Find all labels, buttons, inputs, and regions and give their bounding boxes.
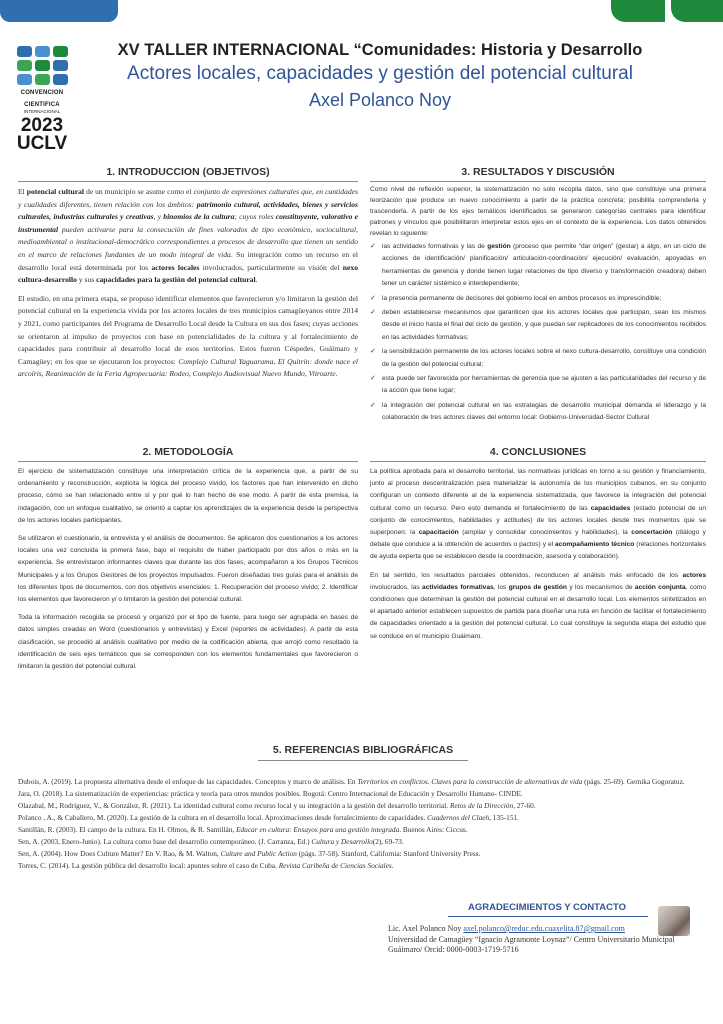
text-run: . Buenos Aires: Ciccus.	[399, 825, 468, 834]
reference-item	[18, 860, 708, 872]
logo-line2: CIENTIFICA	[24, 102, 60, 108]
text-run: nexo cultura-desarrollo	[18, 262, 358, 285]
results-intro: Como nivel de reflexión superior, la sistematización no solo recopila datos, sino que constituye una primera teorización que produce un nuevo conocimiento a partir de la práctica concreta; posibilita comprenderla y trascenderla. A partir de los ejes temáticos identificados se generaron categorías centrales para identificar patrones y vínculos que posibilitaron interpretar estos ejes en el contexto de la experiencia. Los datos obtenidos revelan lo siguiente:	[370, 186, 706, 237]
text-run: capacidades	[590, 504, 631, 512]
text-run: Revista Caribeña de Ciencias Sociales	[278, 861, 392, 870]
text-run: .	[335, 369, 338, 379]
text-run: Cuadernos del Claeh	[427, 813, 490, 822]
text-run: (ampliar y consolidar conocimientos y habilidades), la	[458, 529, 632, 537]
text-run: capacitación	[418, 529, 459, 537]
contact-line-1	[388, 924, 708, 935]
text-run: acción conjunta	[634, 583, 686, 591]
top-bar-blue	[0, 0, 118, 22]
logo-tile	[35, 60, 50, 71]
logo-line1: CONVENCION	[20, 90, 64, 96]
text-run: (2), 69-73.	[372, 837, 404, 846]
contact-name: Lic. Axel Polanco Noy	[388, 924, 462, 933]
contact-affiliation: Universidad de Camagüey “Ignacio Agramonte Loynaz”/ Centro Universitario Municipal Guáimaro/ Orcid: 0000-0003-1719-5716	[388, 934, 675, 954]
logo-tile	[17, 60, 32, 71]
reference-item	[18, 788, 708, 800]
text-run: actividades formativas	[422, 583, 494, 591]
text-run: (diálogo y debate que conduce a la obtención de acuerdos o pactos) y el	[370, 529, 706, 549]
text-run: Sen, A. (2003, Enero-Junio). La cultura como base del desarrollo contemporáneo. (J. Carranza, Ed.)	[18, 837, 312, 846]
text-run: (págs. 37-58). Stanford, California: Stanford University Press.	[296, 849, 481, 858]
email-link-2[interactable]: axelita.87@gmail.com	[552, 924, 625, 933]
reference-item	[18, 836, 708, 848]
text-run: , 135-151.	[489, 813, 519, 822]
text-run: pueden activarse para la consecución de fines valorados de tipo económico, sociocultural, medioambiental o institucional-democrático correspondientes a procesos de desarrollo que tienen un sentido en el marco de relaciones fundantes de un modo integral de vida	[18, 224, 358, 259]
text-run: . Su integración como un recurso en el desarrollo local está determinada por los	[18, 249, 359, 272]
text-run: las actividades formativas y las de	[382, 243, 488, 250]
text-run: Torres, C. (2014). La gestión pública del desarrollo local: apuntes sobre el caso de Cuba.	[18, 861, 279, 870]
logo-tile	[53, 60, 68, 71]
list-item: ✓ esta puede ser favorecida por herramientas de gerencia que se ajusten a las particularidades del recurso y de la acción que tiene lugar;	[370, 373, 706, 398]
poster-author: Axel Polanco Noy	[308, 90, 452, 110]
conclusions-body	[370, 466, 706, 649]
method-paragraph-1: El ejercicio de sistematización constituye una interpretación crítica de la experiencia que, a partir de su ordenamiento y reconstrucción, explicita la lógica del proceso vivido, los factores que han intervenido en dicho proceso, cómo se han relacionado entre sí y por qué lo han hecho de ese modo. A partir de esta premisa, la indagación, con un enfoque cualitativo, se orientó a captar los aprendizajes de la experiencia desde la perspectiva de los actores locales participantes.	[18, 468, 358, 524]
logo-tile	[17, 74, 32, 85]
intro-divider	[18, 181, 358, 182]
text-run: potencial cultural	[26, 187, 84, 196]
text-run: Complejo Cultural Yaguarama, El Quitrín: donde nace el arcoíris, Reanimación de la Feria Agropecuaria: Rodeo, Complejo Audiovisual Nuevo Mundo, Vitroarte	[18, 356, 358, 379]
text-run: (estado potencial de un conjunto de conocimientos, habilidades y actitudes) de los actores locales desde tres momentos que se superponen: la	[370, 504, 706, 537]
intro-heading: 1. INTRODUCCION (OBJETIVOS)	[106, 166, 270, 178]
email-link-1[interactable]: axel.polanco@reduc.edu.cu	[463, 924, 553, 933]
logo-tile	[17, 46, 32, 57]
text-run: Jara, O. (2018). La sistematización de experiencias: práctica y teoría para otros mundos posibles. Bogotá: Centro Internacional de Educación y Desarrollo Humano- CINDE.	[18, 789, 523, 798]
text-run: de un municipio se asume como el	[83, 187, 194, 196]
logo-tile	[35, 46, 50, 57]
text-run: actores	[682, 571, 706, 579]
reference-item	[18, 848, 708, 860]
text-run: y sus	[76, 275, 97, 285]
method-heading: 2. METODOLOGÍA	[142, 446, 234, 458]
reference-item	[18, 812, 708, 824]
text-run: involucrados, particularmente su visión del	[199, 262, 343, 272]
text-run: (págs. 25-69). Gernika Gogoratuz.	[582, 777, 685, 786]
text-run: grupos de gestión	[508, 583, 567, 591]
text-run: (relaciones horizontales de ayuda experta que se establecen desde la coordinación, asesoría y colaboración).	[370, 541, 706, 561]
event-title: XV TALLER INTERNACIONAL “Comunidades: Historia y Desarrollo	[117, 41, 643, 59]
text-run: actores locales	[151, 262, 200, 272]
list-item: ✓ la integración del potencial cultural en las estrategias de desarrollo municipal demanda el liderazgo y la colaboración de tres actores claves del entorno local: Gobierno-Universidad-Sector Cultural	[370, 400, 706, 425]
text-run: constituyente, valorativo e instrumental	[18, 212, 358, 234]
results-divider	[370, 181, 706, 182]
text-run: ; cuyos roles	[234, 212, 276, 222]
text-run: .	[391, 861, 394, 870]
text-run: , 27-60.	[513, 801, 536, 810]
text-run: Sen, A. (2004). How Does Culture Matter? En V. Rao, & M. Walton,	[18, 849, 221, 858]
poster-header	[100, 40, 660, 111]
results-heading: 3. RESULTADOS Y DISCUSIÓN	[461, 166, 615, 178]
text-run: Retos de la Dirección	[449, 801, 514, 810]
logo-mark-icon	[17, 46, 70, 85]
text-run: Dubois, A. (2019). La propuesta alternativa desde el enfoque de las capacidades. Conceptos y marco de análisis. En	[18, 777, 358, 786]
method-paragraph-2: Se utilizaron el cuestionario, la entrevista y el análisis de documentos. Se aplicaron dos cuestionarios a los actores locales una vez concluida la primera fase, bajo el requisito de haber participado por dos años o más en la experiencia. Se entrevistaron informantes claves que durante las dos fases, acompañaron a los Grupos Técnicos Municipales y a los Grupos Gestores de los proyectos impulsados. Fueron diseñadas tres guías para el análisis de los diferentes tipos de documentos, con dos objetivos esenciales: 1. Recuperación del proceso vivido; 2. Identificar los elementos que favorecieron y/ o limitaron la gestión del potencial cultural.	[18, 535, 358, 604]
convention-logo	[14, 46, 70, 153]
method-paragraph-3: Toda la información recogida se procesó y organizó por el tipo de fuente, para luego ser agrupada en bases de datos simples creadas en Word (cuestionarios y entrevistas) y Excel (reportes de actividades). A partir de esta clasificación, se procedió al análisis cualitativo por medio de la codificación abierta, que arrojó como resultado la identificación de seis ejes temáticos que se corresponden con los elementos fundamentales que favorecieron o limitaron la gestión del potencial cultural.	[18, 614, 358, 671]
conclusions-divider	[370, 461, 706, 462]
results-body	[370, 184, 706, 425]
intro-body	[18, 186, 358, 387]
text-run: gestión	[487, 243, 511, 250]
top-bar-green-right	[671, 0, 723, 22]
text-run: La política aprobada para el desarrollo territorial, las normativas jurídicas en torno a su gestión y financiamiento, junto al proceso descentralización para materializar la autonomía de los municipios cubanos, en su conjunto configuran un contexto diferente al de la experiencia sistematizada, que favorece la integración del potencial cultural como un recurso. Pero esto demanda el fortalecimiento de las	[370, 468, 706, 512]
logo-tile	[53, 74, 68, 85]
text-run: acompañamiento técnico	[555, 541, 635, 549]
reference-item	[18, 776, 708, 788]
text-run: , los	[493, 583, 509, 591]
text-run: , y	[153, 212, 164, 222]
text-run: .	[255, 275, 258, 285]
text-run: El estudio, en una primera etapa, se propuso identificar elementos que favorecieron y/o limitaron la gestión del potencial cultural en la experiencia vivida por los actores locales de tres municipios camagüeyanos entre 2014 y 2021, como participantes del Programa de Desarrollo Local desde la Cultura en sus dos fases; cuyas acciones se orientaron al impulso de proyectos con base en potencialidades de la cultura y al fortalecimiento de capacidades para contribuir al desarrollo local de esos territorios. Estos fueron Céspedes, Guáimaro y Camagüey; en los que se ejecutaron los proyectos:	[18, 293, 358, 366]
text-run: y los mecanismos de	[566, 583, 635, 591]
intro-paragraph-1	[18, 186, 358, 287]
logo-line3: INTERNACIONAL	[23, 109, 61, 114]
text-run: capacidades para la gestión del potencial cultural	[96, 275, 256, 285]
logo-year: 2023	[20, 115, 64, 136]
text-run: Cultura y Desarrollo	[311, 837, 373, 846]
text-run: Educar en cultura: Ensayos para una gestión integrada	[236, 825, 400, 834]
reference-item	[18, 824, 708, 836]
references-list	[18, 776, 708, 872]
text-run: Culture and Public Action	[220, 849, 297, 858]
list-item: ✓ la presencia permanente de decisores del gobierno local en ambos procesos es imprescindible;	[370, 293, 706, 305]
list-item	[370, 241, 706, 291]
text-run: , como condiciones que determinan la gestión del potencial cultural en el desarrollo local. Los elementos sintetizados en el apartado anterior establecen supuestos de partida para diseñar una ruta en función de facilitar el fortalecimiento de capacidades orientado a la gestión del potencial cultural. Lo cual constituye la segunda etapa del estudio que se conduce en el municipio Guáimaro.	[370, 583, 706, 640]
text-run: En tal sentido, los resultados parciales obtenidos, reconducen al análisis más enfocado de los	[370, 571, 683, 579]
text-run: conjunto de expresiones culturales que, en cantidades y cualidades diferentes, tienen relación con los ámbitos:	[18, 187, 358, 209]
text-run: Olazabal, M., Rodríguez, V., & González, R. (2021). La identidad cultural como recurso local y su integración a la gestión del desarrollo territorial.	[18, 801, 450, 810]
text-run: Santillán, R. (2003). El campo de la cultura. En H. Olmos, & R. Santillán,	[18, 825, 237, 834]
references-divider	[258, 760, 468, 761]
contact-block	[388, 924, 708, 956]
reference-item	[18, 800, 708, 812]
logo-tile	[53, 46, 68, 57]
list-item: ✓ deben establecerse mecanismos que garanticen que los actores locales que participan, sean los mismos desde el inicio hasta el final del ciclo de gestión, y que puedan ser replicadores de los conocimientos recibidos en las actividades formativas;	[370, 307, 706, 344]
poster-title: Actores locales, capacidades y gestión del potencial cultural	[127, 63, 633, 84]
conclusions-paragraph-2	[370, 570, 706, 643]
method-divider	[18, 461, 358, 462]
ack-divider	[448, 916, 648, 917]
method-body	[18, 466, 358, 679]
conclusions-paragraph-1	[370, 466, 706, 564]
logo-org: UCLV	[16, 133, 68, 154]
ack-heading: AGRADECIMIENTOS Y CONTACTO	[468, 902, 626, 913]
conclusions-heading: 4. CONCLUSIONES	[489, 446, 587, 458]
text-run: (proceso que permite “dar origen” (gestar) a algo, en un ciclo de acciones de identificación/ planificación/ articulación-coordinación/ ejecución/ evaluación, apoyadas en herramientas de gerencia y donde tienen lugar relaciones de tipo diverso y transformación creadora) deben tener un carácter sistémico e interdependiente;	[382, 243, 706, 288]
list-item: ✓ la sensibilización permanente de los actores locales sobre el nexo cultura-desarrollo, constituye una condición de la gestión del potencial cultural;	[370, 346, 706, 371]
references-heading: 5. REFERENCIAS BIBLIOGRÁFICAS	[272, 744, 454, 756]
text-run: El	[18, 187, 27, 196]
text-run: Territorios en conflictos. Claves para la construcción de alternativas de vida	[357, 777, 583, 786]
logo-tile	[35, 74, 50, 85]
text-run: patrimonio cultural, actividades, bienes y servicios culturales, industrias culturales y creativas	[18, 199, 358, 222]
text-run: concertación	[631, 529, 673, 537]
results-list	[370, 241, 706, 425]
text-run: involucrados, las	[370, 583, 423, 591]
text-run: Polanco , A., & Caballero, M. (2020). La gestión de la cultura en el desarrollo local. Aproximaciones desde fortalecimiento de capacidades.	[18, 813, 428, 822]
text-run: binomios de la cultura	[163, 212, 235, 222]
intro-paragraph-2	[18, 293, 358, 381]
top-bar-green-left	[611, 0, 665, 22]
